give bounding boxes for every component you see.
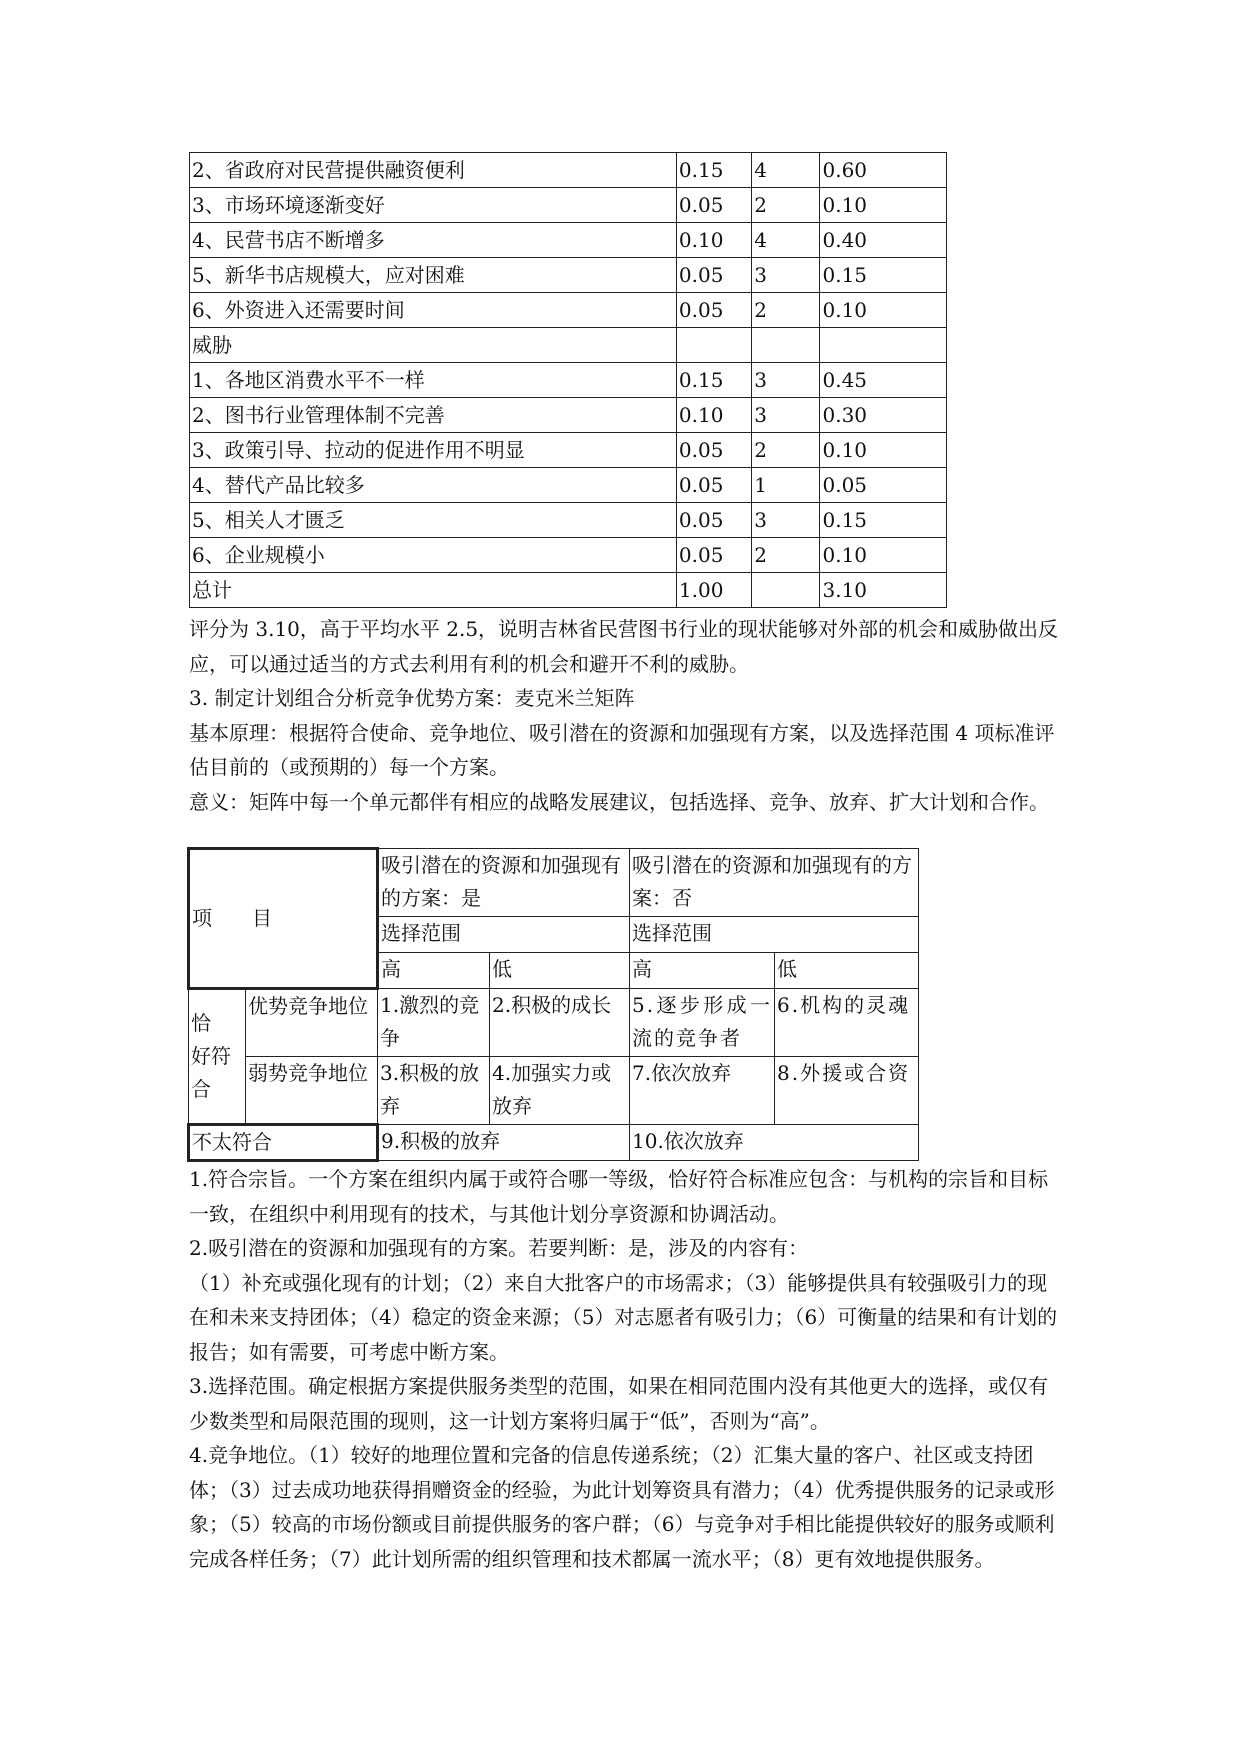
paragraph: 2.吸引潜在的资源和加强现有的方案。若要判断：是，涉及的内容有： [189, 1236, 809, 1260]
rating-cell [752, 328, 820, 363]
table-row [190, 363, 947, 398]
rating-cell: 1 [752, 468, 820, 503]
paragraph: 4.竞争地位。（1）较好的地理位置和完备的信息传递系统；（2）汇集大量的客户、社区或支持团体；（3）过去成功地获得捐赠资金的经验，为此计划筹资具有潜力；（4）优秀提供服务的记录或形象；（5）较高的市场份额或目前提供服务的客户群；（6）与竞争对手相比能提供较好的服务或顺利完成各样任务；（7）此计划所需的组织管理和技术都属一流水平；（8）更有效地提供服务。 [189, 1443, 1055, 1571]
strong-position-header: 优势竞争地位 [246, 989, 378, 1057]
table-row [190, 398, 947, 433]
score-cell: 0.30 [820, 398, 947, 433]
rating-cell: 2 [752, 293, 820, 328]
weight-cell: 0.15 [676, 153, 751, 188]
weight-cell: 0.05 [676, 433, 751, 468]
matrix-cell-9: 9.积极的放弃 [378, 1125, 630, 1161]
table-row [190, 223, 947, 258]
scope-yes-header: 选择范围 [378, 917, 630, 953]
weight-cell: 0.10 [676, 398, 751, 433]
factor-cell: 5、相关人才匮乏 [190, 503, 677, 538]
factor-cell: 2、图书行业管理体制不完善 [190, 398, 677, 433]
factor-cell: 3、政策引导、拉动的促进作用不明显 [190, 433, 677, 468]
rating-cell: 3 [752, 503, 820, 538]
rating-cell [752, 573, 820, 608]
attract-no-header: 吸引潜在的资源和加强现有的方案：否 [630, 849, 919, 917]
score-cell [820, 328, 947, 363]
criteria-text-block [189, 1162, 1061, 1576]
efe-matrix-body [190, 153, 947, 608]
weight-cell: 0.05 [676, 258, 751, 293]
paragraph: 评分为 3.10，高于平均水平 2.5，说明吉林省民营图书行业的现状能够对外部的机会和威胁做出反应，可以通过适当的方式去利用有利的机会和避开不利的威胁。 [189, 617, 1059, 676]
score-cell: 0.40 [820, 223, 947, 258]
table-row [190, 153, 947, 188]
section-heading: 3. 制定计划组合分析竞争优势方案：麦克米兰矩阵 [189, 686, 635, 710]
factor-cell: 4、民营书店不断增多 [190, 223, 677, 258]
weight-cell: 0.15 [676, 363, 751, 398]
score-cell: 0.10 [820, 293, 947, 328]
table-row [190, 503, 947, 538]
factor-cell: 4、替代产品比较多 [190, 468, 677, 503]
not-fit-row-header: 不太符合 [189, 1125, 378, 1161]
table-row [190, 293, 947, 328]
scope-no-header: 选择范围 [630, 917, 919, 953]
paragraph: 3.选择范围。确定根据方案提供服务类型的范围，如果在相同范围内没有其他更大的选择，或仅有少数类型和局限范围的现则，这一计划方案将归属于“低”，否则为“高”。 [189, 1374, 1049, 1433]
weight-cell: 0.05 [676, 293, 751, 328]
weight-cell [676, 328, 751, 363]
matrix-cell-5: 5.逐步形成一流的竞争者 [630, 989, 775, 1057]
fit-row-header: 恰 好符合 [189, 989, 246, 1125]
matrix-cell-2: 2.积极的成长 [490, 989, 630, 1057]
weight-cell: 0.05 [676, 503, 751, 538]
matrix-cell-3: 3.积极的放弃 [378, 1057, 490, 1125]
score-cell: 0.05 [820, 468, 947, 503]
factor-cell: 5、新华书店规模大，应对困难 [190, 258, 677, 293]
weight-cell: 0.05 [676, 538, 751, 573]
table-row [190, 258, 947, 293]
table-row [190, 538, 947, 573]
scope-low-header: 低 [775, 953, 919, 989]
matrix-cell-1: 1.激烈的竞争 [378, 989, 490, 1057]
score-cell: 0.10 [820, 188, 947, 223]
efe-matrix-table [189, 152, 947, 608]
scope-high-header: 高 [378, 953, 490, 989]
paragraph: 1.符合宗旨。一个方案在组织内属于或符合哪一等级，恰好符合标准应包含：与机构的宗旨和目标一致，在组织中利用现有的技术，与其他计划分享资源和协调活动。 [189, 1167, 1049, 1226]
score-cell: 0.60 [820, 153, 947, 188]
weight-cell: 0.05 [676, 468, 751, 503]
matrix-cell-4: 4.加强实力或放弃 [490, 1057, 630, 1125]
factor-cell: 1、各地区消费水平不一样 [190, 363, 677, 398]
scope-low-header: 低 [490, 953, 630, 989]
rating-cell: 3 [752, 363, 820, 398]
table-row [190, 573, 947, 608]
table-row [190, 188, 947, 223]
table-row [190, 328, 947, 363]
rating-cell: 2 [752, 188, 820, 223]
weight-cell: 1.00 [676, 573, 751, 608]
matrix-cell-7: 7.依次放弃 [630, 1057, 775, 1125]
paragraph: 基本原理：根据符合使命、竞争地位、吸引潜在的资源和加强现有方案，以及选择范围 4 项标准评估目前的（或预期的）每一个方案。 [189, 720, 1055, 779]
weight-cell: 0.05 [676, 188, 751, 223]
score-cell: 0.15 [820, 503, 947, 538]
rating-cell: 2 [752, 538, 820, 573]
attract-yes-header: 吸引潜在的资源和加强现有的方案：是 [378, 849, 630, 917]
paragraph: 意义：矩阵中每一个单元都伴有相应的战略发展建议，包括选择、竞争、放弃、扩大计划和合作。 [189, 789, 1049, 814]
factor-cell: 总计 [190, 573, 677, 608]
weak-position-header: 弱势竞争地位 [246, 1057, 378, 1125]
mcmillan-matrix-table [187, 847, 919, 1162]
rating-cell: 2 [752, 433, 820, 468]
factor-cell: 2、省政府对民营提供融资便利 [190, 153, 677, 188]
score-cell: 0.10 [820, 433, 947, 468]
item-header-cell: 项 目 [189, 849, 378, 989]
score-cell: 3.10 [820, 573, 947, 608]
weight-cell: 0.10 [676, 223, 751, 258]
factor-cell: 6、企业规模小 [190, 538, 677, 573]
table-row [190, 433, 947, 468]
matrix-cell-10: 10.依次放弃 [630, 1125, 919, 1161]
score-cell: 0.10 [820, 538, 947, 573]
rating-cell: 3 [752, 258, 820, 293]
rating-cell: 3 [752, 398, 820, 433]
rating-cell: 4 [752, 153, 820, 188]
scope-high-header: 高 [630, 953, 775, 989]
score-cell: 0.45 [820, 363, 947, 398]
factor-cell: 3、市场环境逐渐变好 [190, 188, 677, 223]
analysis-text-block [189, 612, 1061, 819]
rating-cell: 4 [752, 223, 820, 258]
table-row [190, 468, 947, 503]
factor-cell: 威胁 [190, 328, 677, 363]
score-cell: 0.15 [820, 258, 947, 293]
paragraph: （1）补充或强化现有的计划；（2）来自大批客户的市场需求；（3）能够提供具有较强吸引力的现在和未来支持团体；（4）稳定的资金来源；（5）对志愿者有吸引力；（6）可衡量的结果和有计划的报告；如有需要，可考虑中断方案。 [189, 1270, 1058, 1364]
matrix-cell-6: 6.机构的灵魂 [775, 989, 919, 1057]
factor-cell: 6、外资进入还需要时间 [190, 293, 677, 328]
matrix-cell-8: 8.外援或合资 [775, 1057, 919, 1125]
